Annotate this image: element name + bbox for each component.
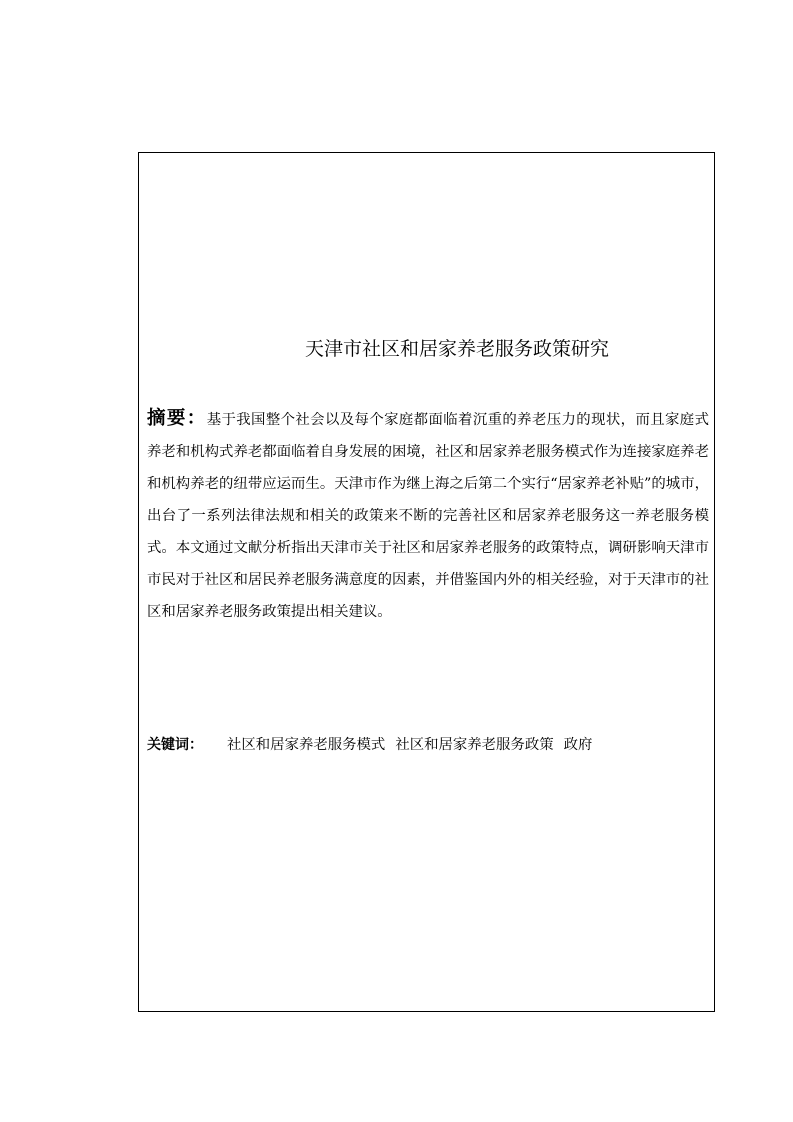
abstract-label: 摘要：	[147, 408, 207, 429]
abstract-paragraph	[147, 403, 709, 628]
keyword-item: 政府	[563, 737, 593, 753]
keyword-item: 社区和居家养老服务模式	[227, 737, 386, 753]
abstract-text: 基于我国整个社会以及每个家庭都面临着沉重的养老压力的现状，而且家庭式养老和机构式养老都面临着自身发展的困境，社区和居家养老服务模式作为连接家庭养老和机构养老的纽带应运而生。天津市作为继上海之后第二个实行“居家养老补贴”的城市，出台了一系列法律法规和相关的政策来不断的完善社区和居家养老服务这一养老服务模式。本文通过文献分析指出天津市关于社区和居家养老服务的政策特点，调研影响天津市市民对于社区和居民养老服务满意度的因素，并借鉴国内外的相关经验，对于天津市的社区和居家养老服务政策提出相关建议。	[147, 412, 709, 620]
keywords-line	[147, 733, 709, 757]
page-frame	[138, 152, 715, 1012]
document-title: 天津市社区和居家养老服务政策研究	[305, 338, 610, 360]
keyword-item: 社区和居家养老服务政策	[395, 737, 554, 753]
keywords-label: 关键词：	[147, 737, 203, 753]
